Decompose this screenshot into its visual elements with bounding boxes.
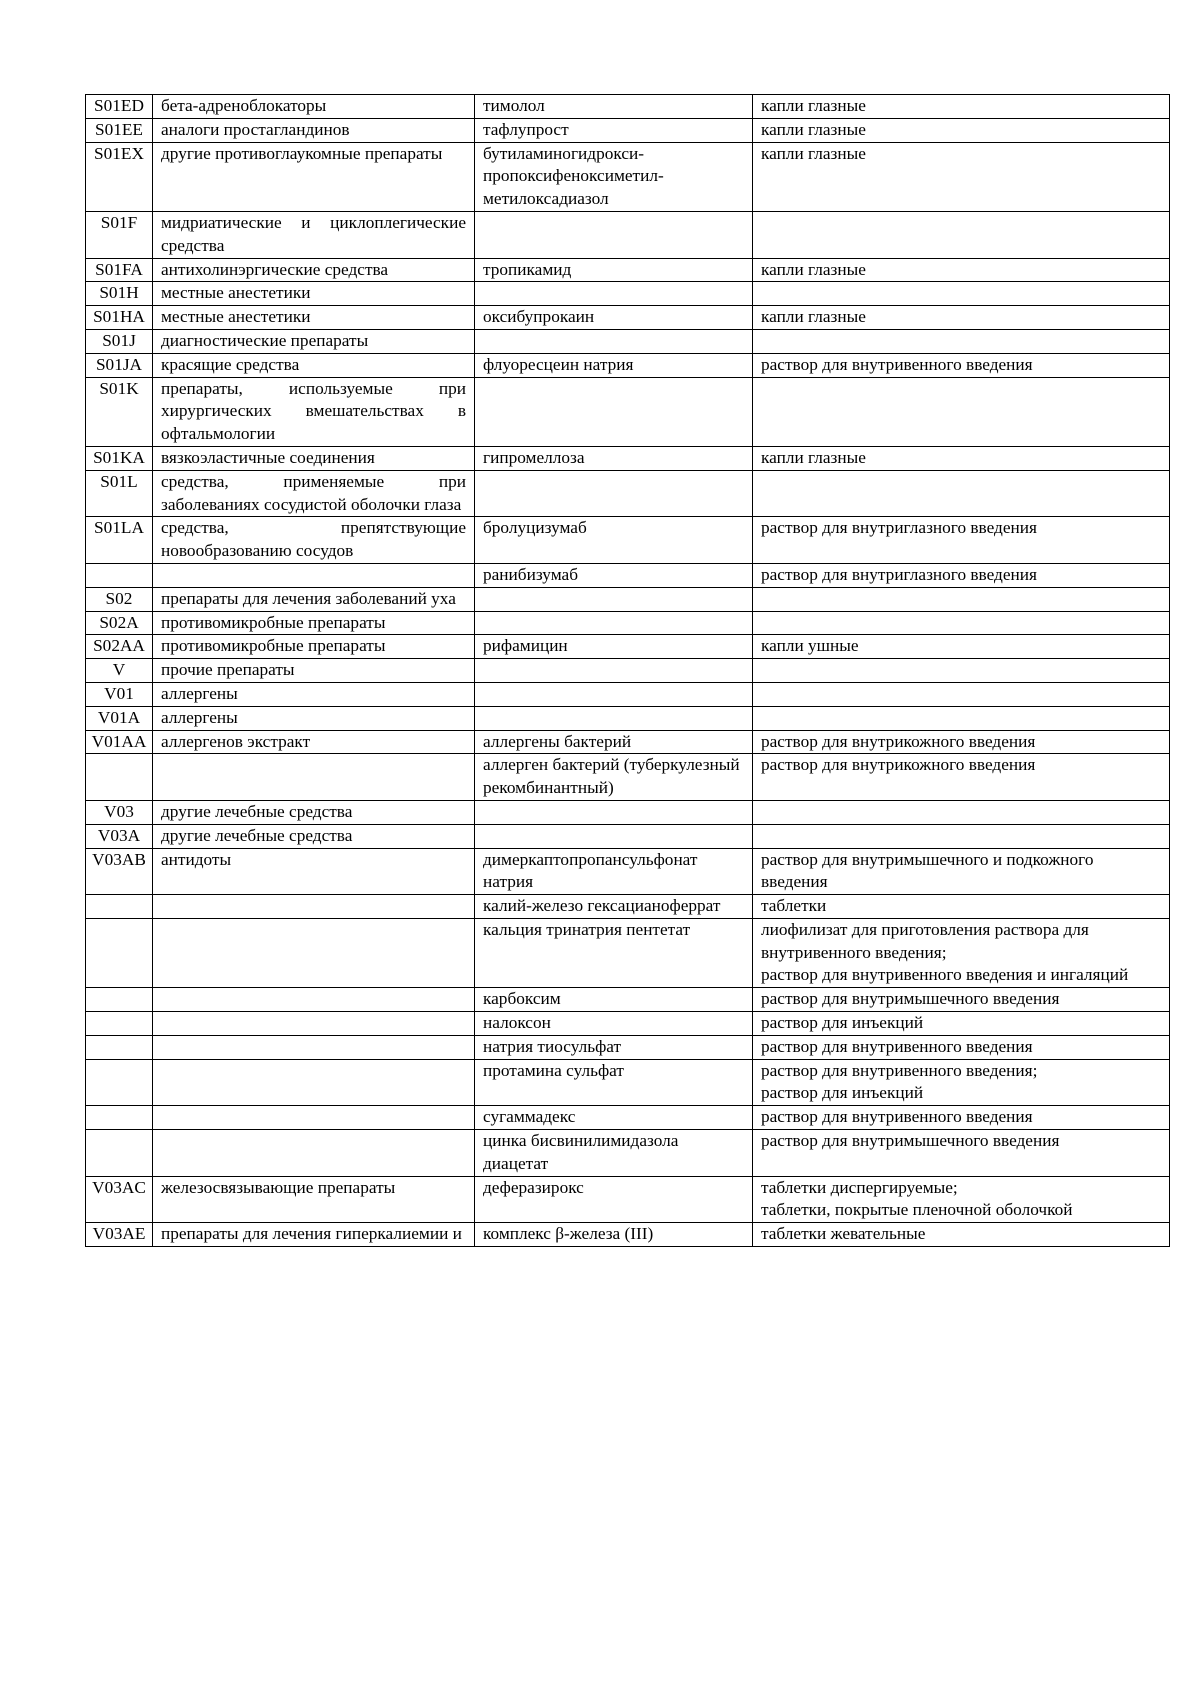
pharmacological-group-cell — [153, 895, 475, 919]
table-row — [86, 918, 1170, 987]
atc-code: S01K — [99, 378, 139, 398]
pharmacological-group-cell — [153, 377, 475, 446]
dosage-forms-cell — [753, 659, 1170, 683]
pharmacological-group: аллергенов экстракт — [161, 731, 311, 751]
drug-name-cell — [475, 1223, 753, 1247]
drug-name: сугаммадекс — [483, 1107, 576, 1127]
dosage-form: капли глазные — [761, 96, 866, 115]
pharmacological-group: вязкоэластичные соединения — [161, 447, 375, 467]
dosage-form: раствор для внутримышечного введения — [761, 989, 1060, 1009]
dosage-forms-cell — [753, 1059, 1170, 1106]
dosage-forms-cell — [753, 824, 1170, 848]
drug-name: димеркаптопропансульфонат натрия — [483, 849, 698, 892]
atc-code: S01EX — [94, 143, 144, 163]
dosage-form: таблетки жевательные — [761, 1224, 926, 1244]
drug-name-cell — [475, 800, 753, 824]
atc-code: S01F — [100, 212, 138, 232]
dosage-forms-cell — [753, 446, 1170, 470]
pharmacological-group: противомикробные препараты — [161, 636, 386, 656]
atc-code: S02A — [99, 612, 139, 632]
drug-name-cell — [475, 306, 753, 330]
dosage-form: раствор для внутривенного введения — [761, 1107, 1033, 1127]
table-row — [86, 730, 1170, 754]
drug-name-cell — [475, 211, 753, 258]
drug-name-cell — [475, 1059, 753, 1106]
atc-code-cell — [86, 587, 153, 611]
pharmacological-group-cell — [153, 682, 475, 706]
pharmacological-group-cell — [153, 918, 475, 987]
drug-name-cell — [475, 754, 753, 801]
pharmacological-group: диагностические препараты — [161, 330, 369, 350]
table-row — [86, 470, 1170, 517]
pharmacological-group-cell — [153, 95, 475, 119]
atc-code-cell — [86, 730, 153, 754]
dosage-form: лиофилизат для приготовления раствора для внутривенного введения; — [761, 919, 1089, 962]
atc-code-cell — [86, 706, 153, 730]
drug-name: бутиламиногидрокси-пропоксифеноксиметил-метилоксадиазол — [483, 143, 664, 209]
dosage-form: раствор для внутрикожного введения — [761, 755, 1036, 775]
table-row — [86, 1176, 1170, 1223]
dosage-form: капли глазные — [761, 259, 866, 279]
drug-name: протамина сульфат — [483, 1060, 624, 1080]
atc-code-cell — [86, 1106, 153, 1130]
drug-name-cell — [475, 611, 753, 635]
dosage-forms-cell — [753, 587, 1170, 611]
drug-name-cell — [475, 635, 753, 659]
drug-name-cell — [475, 258, 753, 282]
drug-name: калий-железо гексацианоферрат — [483, 896, 721, 916]
dosage-forms-cell — [753, 258, 1170, 282]
dosage-form: таблетки — [761, 896, 827, 916]
dosage-forms-cell — [753, 329, 1170, 353]
atc-code-cell — [86, 563, 153, 587]
atc-code-cell — [86, 1130, 153, 1177]
dosage-forms-cell — [753, 118, 1170, 142]
table-row — [86, 754, 1170, 801]
table-row — [86, 824, 1170, 848]
atc-code: V03 — [104, 801, 134, 821]
table-row — [86, 517, 1170, 564]
atc-code-cell — [86, 682, 153, 706]
drug-name: тафлупрост — [483, 119, 569, 139]
dosage-forms-cell — [753, 895, 1170, 919]
atc-code: V03AB — [92, 849, 146, 869]
table-body — [86, 95, 1170, 1247]
atc-code-cell — [86, 1012, 153, 1036]
dosage-forms-cell — [753, 1223, 1170, 1247]
pharmacological-group-cell — [153, 517, 475, 564]
drug-name: гипромеллоза — [483, 447, 585, 467]
atc-code-cell — [86, 1059, 153, 1106]
drug-name: аллерген бактерий (туберкулезный рекомбинантный) — [483, 755, 740, 798]
drug-name-cell — [475, 895, 753, 919]
table-row — [86, 258, 1170, 282]
atc-code-cell — [86, 282, 153, 306]
pharmacological-group-cell — [153, 1059, 475, 1106]
pharmacological-group: антихолинэргические средства — [161, 259, 389, 279]
atc-code-cell — [86, 918, 153, 987]
drug-name-cell — [475, 848, 753, 895]
dosage-forms-cell — [753, 563, 1170, 587]
dosage-form: раствор для внутривенного введения; — [761, 1060, 1038, 1080]
drug-name-cell — [475, 1130, 753, 1177]
drug-name-cell — [475, 1012, 753, 1036]
table-row — [86, 329, 1170, 353]
pharmacological-group-cell — [153, 1223, 475, 1247]
atc-code-cell — [86, 446, 153, 470]
dosage-forms-cell — [753, 730, 1170, 754]
atc-code-cell — [86, 470, 153, 517]
table-row — [86, 1035, 1170, 1059]
dosage-form: раствор для внутривенного введения — [761, 1036, 1033, 1056]
atc-code: S01J — [102, 330, 136, 350]
atc-code-cell — [86, 611, 153, 635]
pharmacological-group-cell — [153, 142, 475, 211]
dosage-forms-cell — [753, 353, 1170, 377]
table-row — [86, 1106, 1170, 1130]
pharmacological-group: другие противоглаукомные препараты — [161, 143, 443, 163]
drug-name-cell — [475, 446, 753, 470]
dosage-forms-cell — [753, 306, 1170, 330]
drug-name-cell — [475, 682, 753, 706]
table-row — [86, 118, 1170, 142]
dosage-form: раствор для внутримышечного и подкожного введения — [761, 849, 1094, 892]
table-row — [86, 659, 1170, 683]
table-row — [86, 306, 1170, 330]
table-row — [86, 1223, 1170, 1247]
drug-name: налоксон — [483, 1013, 551, 1033]
drug-name-cell — [475, 377, 753, 446]
dosage-forms-cell — [753, 611, 1170, 635]
dosage-form: раствор для внутримышечного введения — [761, 1131, 1060, 1151]
pharmacological-group: красящие средства — [161, 354, 300, 374]
atc-code: S01HA — [93, 307, 145, 327]
pharmacological-group-cell — [153, 1106, 475, 1130]
table-row — [86, 377, 1170, 446]
pharmacological-group: мидриатические и циклоплегические средства — [161, 212, 466, 255]
pharmacological-group: противомикробные препараты — [161, 612, 386, 632]
drug-name-cell — [475, 353, 753, 377]
drug-classification-table — [85, 94, 1170, 1247]
table-row — [86, 848, 1170, 895]
atc-code-cell — [86, 1035, 153, 1059]
atc-code-cell — [86, 377, 153, 446]
pharmacological-group-cell — [153, 611, 475, 635]
atc-code-cell — [86, 306, 153, 330]
dosage-forms-cell — [753, 1130, 1170, 1177]
atc-code: V01 — [104, 683, 134, 703]
drug-name-cell — [475, 659, 753, 683]
drug-name-cell — [475, 282, 753, 306]
table-row — [86, 1012, 1170, 1036]
pharmacological-group: препараты для лечения заболеваний уха — [161, 588, 456, 608]
dosage-form: капли глазные — [761, 307, 866, 327]
drug-name: деферазирокс — [483, 1177, 584, 1197]
pharmacological-group-cell — [153, 706, 475, 730]
dosage-forms-cell — [753, 682, 1170, 706]
pharmacological-group: аналоги простагландинов — [161, 119, 350, 139]
pharmacological-group-cell — [153, 282, 475, 306]
dosage-forms-cell — [753, 635, 1170, 659]
dosage-form: раствор для внутриглазного введения — [761, 564, 1037, 584]
table-row — [86, 282, 1170, 306]
pharmacological-group-cell — [153, 824, 475, 848]
drug-name: тимолол — [483, 96, 545, 115]
pharmacological-group: средства, препятствующие новообразованию сосудов — [161, 518, 466, 561]
dosage-form: раствор для внутривенного введения — [761, 354, 1033, 374]
pharmacological-group-cell — [153, 1176, 475, 1223]
pharmacological-group-cell — [153, 563, 475, 587]
table-row — [86, 587, 1170, 611]
pharmacological-group: средства, применяемые при заболеваниях сосудистой оболочки глаза — [161, 471, 466, 514]
atc-code-cell — [86, 988, 153, 1012]
pharmacological-group: препараты, используемые при хирургических вмешательствах в офтальмологии — [161, 378, 466, 444]
drug-name: оксибупрокаин — [483, 307, 595, 327]
dosage-form: капли глазные — [761, 119, 866, 139]
pharmacological-group-cell — [153, 730, 475, 754]
dosage-form: капли глазные — [761, 143, 866, 163]
atc-code-cell — [86, 635, 153, 659]
table-row — [86, 563, 1170, 587]
atc-code-cell — [86, 1223, 153, 1247]
dosage-forms-cell — [753, 470, 1170, 517]
drug-name-cell — [475, 1176, 753, 1223]
table-row — [86, 895, 1170, 919]
pharmacological-group-cell — [153, 211, 475, 258]
dosage-form: таблетки диспергируемые; — [761, 1177, 958, 1197]
atc-code: V03AC — [92, 1177, 146, 1197]
table-row — [86, 1059, 1170, 1106]
pharmacological-group: аллергены — [161, 707, 238, 727]
dosage-form: таблетки, покрытые пленочной оболочкой — [761, 1200, 1073, 1220]
atc-code: S01FA — [95, 259, 143, 279]
drug-name-cell — [475, 918, 753, 987]
drug-name-cell — [475, 563, 753, 587]
drug-name-cell — [475, 517, 753, 564]
drug-name: цинка бисвинилимидазола диацетат — [483, 1131, 679, 1173]
atc-code: S01JA — [95, 354, 143, 374]
atc-code: V01A — [97, 707, 141, 727]
drug-name-cell — [475, 587, 753, 611]
atc-code-cell — [86, 754, 153, 801]
pharmacological-group-cell — [153, 118, 475, 142]
pharmacological-group: прочие препараты — [161, 660, 295, 680]
pharmacological-group: местные анестетики — [161, 283, 311, 303]
pharmacological-group-cell — [153, 659, 475, 683]
drug-name: тропикамид — [483, 259, 572, 279]
dosage-forms-cell — [753, 95, 1170, 119]
drug-name-cell — [475, 730, 753, 754]
drug-name-cell — [475, 824, 753, 848]
drug-name: комплекс β-железа (III) — [483, 1224, 654, 1244]
dosage-forms-cell — [753, 142, 1170, 211]
dosage-forms-cell — [753, 1106, 1170, 1130]
pharmacological-group-cell — [153, 988, 475, 1012]
dosage-form: раствор для внутриглазного введения — [761, 518, 1037, 538]
drug-name: бролуцизумаб — [483, 518, 587, 538]
dosage-forms-cell — [753, 988, 1170, 1012]
atc-code-cell — [86, 824, 153, 848]
atc-code: S02AA — [93, 636, 145, 656]
dosage-forms-cell — [753, 918, 1170, 987]
drug-name: флуоресцеин натрия — [483, 354, 634, 374]
atc-code: S01H — [99, 283, 139, 303]
drug-name-cell — [475, 95, 753, 119]
table-row — [86, 682, 1170, 706]
table-row — [86, 142, 1170, 211]
pharmacological-group: местные анестетики — [161, 307, 311, 327]
atc-code: V03AE — [92, 1224, 146, 1244]
dosage-forms-cell — [753, 1176, 1170, 1223]
drug-name: ранибизумаб — [483, 564, 579, 584]
table-row — [86, 611, 1170, 635]
pharmacological-group: антидоты — [161, 849, 232, 869]
dosage-form: раствор для инъекций — [761, 1083, 924, 1103]
drug-name-cell — [475, 988, 753, 1012]
drug-name: натрия тиосульфат — [483, 1036, 622, 1056]
atc-code: S01ED — [94, 96, 144, 115]
pharmacological-group-cell — [153, 848, 475, 895]
atc-code: V03A — [97, 825, 141, 845]
atc-code: S01EE — [94, 119, 143, 139]
pharmacological-group-cell — [153, 353, 475, 377]
pharmacological-group-cell — [153, 1012, 475, 1036]
drug-name: карбоксим — [483, 989, 561, 1009]
drug-name: кальция тринатрия пентетат — [483, 919, 691, 939]
table-row — [86, 635, 1170, 659]
table-row — [86, 988, 1170, 1012]
atc-code-cell — [86, 142, 153, 211]
pharmacological-group-cell — [153, 1035, 475, 1059]
atc-code-cell — [86, 1176, 153, 1223]
dosage-form: раствор для внутрикожного введения — [761, 731, 1036, 751]
table-row — [86, 800, 1170, 824]
atc-code-cell — [86, 353, 153, 377]
pharmacological-group: железосвязывающие препараты — [161, 1177, 396, 1197]
pharmacological-group: другие лечебные средства — [161, 801, 353, 821]
table-row — [86, 706, 1170, 730]
pharmacological-group-cell — [153, 800, 475, 824]
dosage-forms-cell — [753, 800, 1170, 824]
pharmacological-group-cell — [153, 329, 475, 353]
pharmacological-group-cell — [153, 258, 475, 282]
drug-name-cell — [475, 706, 753, 730]
dosage-forms-cell — [753, 848, 1170, 895]
atc-code-cell — [86, 895, 153, 919]
pharmacological-group-cell — [153, 587, 475, 611]
atc-code-cell — [86, 211, 153, 258]
atc-code: S02 — [105, 588, 133, 608]
pharmacological-group-cell — [153, 1130, 475, 1177]
dosage-forms-cell — [753, 1035, 1170, 1059]
table-row — [86, 353, 1170, 377]
atc-code-cell — [86, 848, 153, 895]
atc-code: V — [112, 660, 126, 680]
table-row — [86, 1130, 1170, 1177]
drug-name-cell — [475, 1035, 753, 1059]
atc-code-cell — [86, 329, 153, 353]
dosage-forms-cell — [753, 1012, 1170, 1036]
atc-code-cell — [86, 517, 153, 564]
dosage-forms-cell — [753, 517, 1170, 564]
dosage-form: раствор для инъекций — [761, 1013, 924, 1033]
dosage-form: капли глазные — [761, 447, 866, 467]
dosage-forms-cell — [753, 754, 1170, 801]
table-row — [86, 446, 1170, 470]
dosage-forms-cell — [753, 706, 1170, 730]
pharmacological-group-cell — [153, 635, 475, 659]
drug-name: рифамицин — [483, 636, 568, 656]
dosage-forms-cell — [753, 377, 1170, 446]
atc-code-cell — [86, 659, 153, 683]
pharmacological-group-cell — [153, 754, 475, 801]
dosage-forms-cell — [753, 211, 1170, 258]
drug-name-cell — [475, 1106, 753, 1130]
pharmacological-group-cell — [153, 446, 475, 470]
pharmacological-group: другие лечебные средства — [161, 825, 353, 845]
pharmacological-group-cell — [153, 470, 475, 517]
atc-code-cell — [86, 118, 153, 142]
atc-code: S01LA — [94, 518, 144, 538]
drug-name-cell — [475, 142, 753, 211]
pharmacological-group: аллергены — [161, 683, 238, 703]
dosage-form: капли ушные — [761, 636, 859, 656]
atc-code-cell — [86, 258, 153, 282]
drug-name-cell — [475, 118, 753, 142]
drug-name: аллергены бактерий — [483, 731, 632, 751]
pharmacological-group: бета-адреноблокаторы — [161, 96, 327, 115]
atc-code: S01L — [100, 471, 138, 491]
pharmacological-group: препараты для лечения гиперкалиемии и — [161, 1224, 462, 1244]
atc-code-cell — [86, 95, 153, 119]
dosage-forms-cell — [753, 282, 1170, 306]
drug-name-cell — [475, 470, 753, 517]
table-row — [86, 95, 1170, 119]
drug-name-cell — [475, 329, 753, 353]
atc-code-cell — [86, 800, 153, 824]
dosage-form: раствор для внутривенного введения и ингаляций — [761, 965, 1129, 985]
table-row — [86, 211, 1170, 258]
atc-code: S01KA — [93, 447, 145, 467]
pharmacological-group-cell — [153, 306, 475, 330]
atc-code: V01AA — [91, 731, 147, 751]
